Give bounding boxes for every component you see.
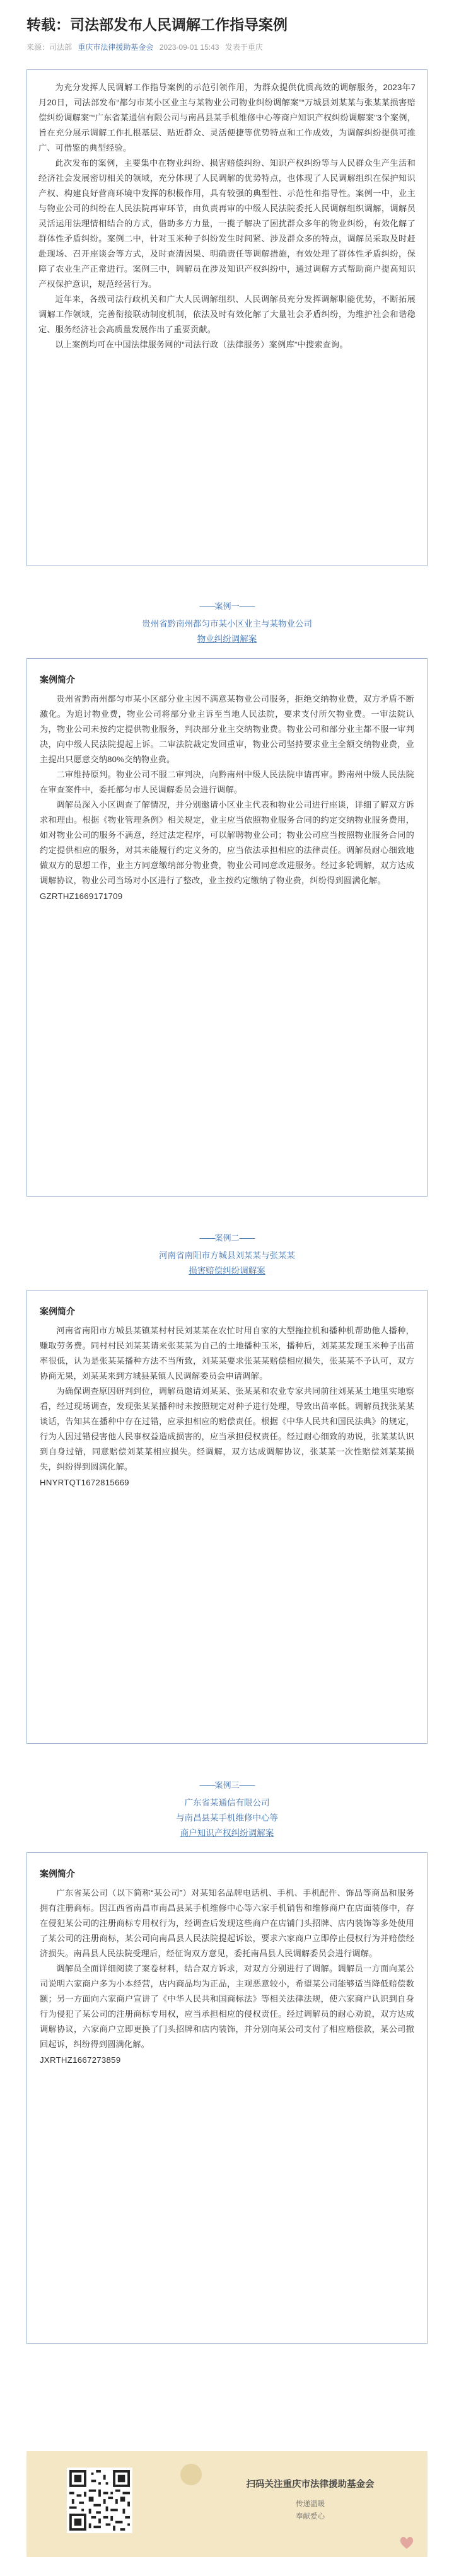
case-3-title-line: 与南昌县某手机维修中心等	[176, 1813, 278, 1823]
meta-datetime: 2023-09-01 15:43	[159, 43, 219, 52]
intro-paragraph: 近年来，各级司法行政机关和广大人民调解组织、人民调解员充分发挥调解职能优势，不断拓展调解工作领域，完善衔接联动制度机制，依法及时有效化解了大量社会矛盾纠纷，为维护社会和谐稳定、服务经济社会高质量发展作出了重要贡献。	[38, 294, 416, 334]
case-2-paragraph: 河南省南阳市方城县某镇某村村民刘某某在农忙时用自家的大型拖拉机和播种机帮助他人播种，赚取劳务费。同村村民刘某某请来张某某为自己的土地播种玉米，播种后，刘某某发现玉米种子出苗率很低，认为是张某某播种方法不当所致，刘某某要求张某某赔偿相应损失，张某某不予认可，双方协商无果，刘某某来到方城县某镇人民调解委员会申请调解。	[40, 1326, 414, 1381]
case-2-paragraph: 为确保调查原因研判到位，调解员邀请刘某某、张某某和农业专家共同前往刘某某土地里实地察看，经过现场调查，发现张某某播种时未按照规定对种子进行处理，导致出苗率低。调解员找张某某谈话，告知其在播种中存在过错，应承担相应的赔偿责任。根据《中华人民共和国民法典》的规定，行为人因过错侵害他人民事权益造成损害的，应当承担侵权责任。经过耐心细致的劝说，张某某认识到自身过错，同意赔偿刘某某相应损失。经调解，双方达成调解协议，张某某一次性赔偿刘某某损失，纠纷得到圆满化解。	[40, 1386, 414, 1471]
case-3-box	[26, 1852, 428, 2344]
meta-source: 来源：司法部	[26, 43, 73, 52]
case-3-tag: ——案例三——	[199, 1780, 255, 1790]
intro-paragraph: 为充分发挥人民调解工作指导案例的示范引领作用，为群众提供优质高效的调解服务，2023年7月20日，司法部发布“都匀市某小区业主与某物业公司物业纠纷调解案”“万城县刘某某与张某某损害赔偿纠纷调解案”“广东省某通信有限公司与南昌县某手机维修中心等商户知识产权纠纷调解案”3个案例，旨在充分展示调解工作扎根基层、贴近群众、灵活便捷等优势特点和工作成效，为调解纠纷提供可推广、可借鉴的典型经验。	[38, 83, 416, 153]
intro-paragraph: 此次发布的案例，主要集中在物业纠纷、损害赔偿纠纷、知识产权纠纷等与人民群众生产生活和经济社会发展密切相关的领域，充分体现了人民调解的优势特点，也体现了人民调解组织在保护知识产权、构建良好营商环境中发挥的积极作用，具有较强的典型性、示范性和指导性。案例一中，业主与物业公司的纠纷在人民法院再审环节，由负责再审的中级人民法院委托人民调解组织调解，调解员灵活运用法理情相结合的方式，借助多方力量，一揽子解决了困扰群众多年的物业纠纷，有效化解了群体性矛盾纠纷。案例二中，针对玉米种子纠纷发生时间紧、涉及群众多的特点，调解员采取及时赶赴现场、召开座谈会等方式，及时查清因果、明确责任等调解措施，有效处理了群体性矛盾纠纷，保障了农业生产正常进行。案例三中，调解员在涉及知识产权纠纷中，通过调解方式帮助商户提高知识产权保护意识，规范经营行为。	[38, 158, 416, 289]
case-3-title-line: 商户知识产权纠纷调解案	[180, 1828, 274, 1838]
case-3-code: JXRTHZ1667273859	[40, 2055, 121, 2065]
footer-line: 传递温暖	[296, 2500, 325, 2508]
qr-code-image[interactable]	[67, 2468, 132, 2533]
heart-icon	[399, 2534, 415, 2551]
case-1-tag: ——案例一——	[199, 601, 255, 611]
meta-account-link[interactable]: 重庆市法律援助基金会	[78, 43, 154, 52]
footer-title: 扫码关注重庆市法律援助基金会	[246, 2480, 375, 2490]
case-2-tag: ——案例二——	[199, 1233, 255, 1243]
meta-location: 发表于重庆	[224, 43, 263, 52]
case-2-title-line: 损害赔偿纠纷调解案	[189, 1266, 265, 1275]
case-1-heading	[26, 600, 428, 647]
case-3-label: 案例简介	[40, 1869, 75, 1879]
intro-box	[26, 69, 428, 566]
case-1-label: 案例简介	[40, 675, 75, 685]
case-3-heading	[26, 1779, 428, 1841]
footer-line: 奉献爱心	[296, 2513, 325, 2521]
case-2-box	[26, 1290, 428, 1744]
decorative-circle	[180, 2464, 202, 2485]
case-2-code: HNYRTQT1672815669	[40, 1478, 129, 1487]
intro-paragraph: 以上案例均可在中国法律服务网的“司法行政（法律服务）案例库”中搜索查询。	[55, 340, 348, 349]
case-1-title-line: 物业纠纷调解案	[197, 634, 257, 644]
footer-banner	[26, 2451, 428, 2557]
case-2-heading	[26, 1232, 428, 1279]
case-3-paragraph: 广东省某公司（以下简称“某公司”）对某知名品牌电话机、手机、手机配件、饰品等商品和服务拥有注册商标。因江西省南昌市南昌县某手机维修中心等六家手机销售和维修商户在店面装修中，存在侵犯某公司的注册商标专用权行为，经调查后发现这些商户在店铺门头招牌、店内装饰等多处使用了某公司的注册商标，某公司向南昌县人民法院提起诉讼，要求六家商户立即停止侵权行为并赔偿经济损失。南昌县人民法院受理后，经征询双方意见，委托南昌县人民调解委员会进行调解。	[40, 1888, 414, 1958]
case-1-paragraph: 贵州省黔南州都匀市某小区部分业主因不满意某物业公司服务，拒绝交纳物业费，双方矛盾不断激化。为追讨物业费，物业公司将部分业主诉至当地人民法院，要求支付所欠物业费。一审法院认为，物业公司未按约定提供物业服务，判决部分业主交纳物业费。物业公司和部分业主都不服一审判决，向中级人民法院提起上诉。二审法院裁定发回重审，物业公司坚持要求业主全额交纳物业费，业主提出只愿意交纳80%交纳物业费。	[40, 694, 414, 764]
qr-code-icon	[69, 2470, 130, 2531]
article-meta	[26, 42, 428, 53]
case-3-paragraph: 调解员全面详细阅读了案卷材料，结合双方诉求，对双方分别进行了调解。调解员一方面向某公司说明六家商户多为小本经营，店内商品均为正品，主观恶意较小，希望某公司能够适当降低赔偿数额；另一方面向六家商户宣讲了《中华人民共和国商标法》等相关法律法规，使六家商户认识到自身行为侵犯了某公司的注册商标专用权，应当承担相应的侵权责任。经过调解员的耐心劝说，双方达成调解协议，六家商户立即更换了门头招牌和店内装饰，并分别向某公司支付了相应赔偿款，某公司撤回起诉，纠纷得到圆满化解。	[40, 1964, 414, 2049]
case-1-paragraph: 二审维持原判。物业公司不服二审判决，向黔南州中级人民法院申请再审。黔南州中级人民法院在审查案件中，委托都匀市人民调解委员会进行调解。	[40, 770, 414, 794]
case-2-label: 案例简介	[40, 1306, 75, 1316]
case-2-title-line: 河南省南阳市方城县刘某某与张某某	[159, 1251, 295, 1260]
case-1-paragraph: 调解员深入小区调查了解情况，并分别邀请小区业主代表和物业公司进行座谈，详细了解双方诉求和理由。根据《物业管理条例》相关规定，业主应当依照物业服务合同的约定交纳物业服务费用，如对物业公司的服务不满意，经过法定程序，可以解聘物业公司；物业公司应当按照物业服务合同的约定提供相应的服务，对其未能履行约定义务的，应当依法承担相应的法律责任。调解员耐心细致地做双方的思想工作，业主方同意缴纳部分物业费，物业公司同意改进服务。经过多轮调解，双方达成调解协议，物业公司当场对小区进行了整改，业主按约定缴纳了物业费，纠纷得到圆满化解。	[40, 800, 414, 885]
case-3-title-line: 广东省某通信有限公司	[184, 1798, 270, 1807]
article-title: 转载：司法部发布人民调解工作指导案例	[26, 16, 288, 33]
case-1-title-line: 贵州省黔南州都匀市某小区业主与某物业公司	[142, 619, 312, 629]
case-1-code: GZRTHZ1669171709	[40, 891, 123, 901]
case-1-box	[26, 658, 428, 1197]
footer-text	[216, 2478, 405, 2523]
